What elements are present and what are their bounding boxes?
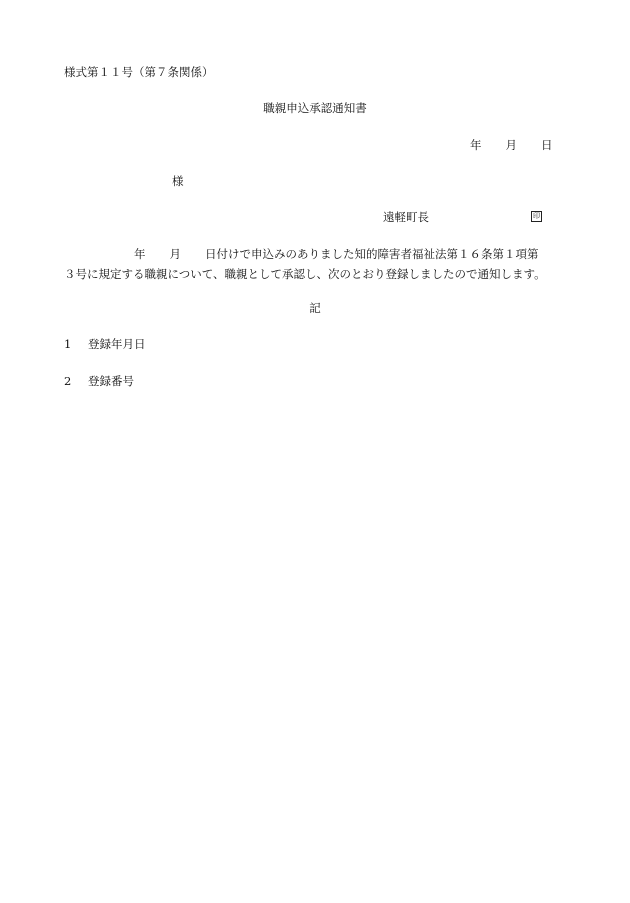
date-month: 月 <box>505 138 517 152</box>
body-line-2: ３号に規定する職親について、職親として承認し、次のとおり登録しましたので通知します。 <box>64 267 546 281</box>
document-title: 職親申込承認通知書 <box>263 101 367 115</box>
issuer-name: 遠軽町長 <box>383 210 429 224</box>
body-year: 年 <box>134 247 146 261</box>
list-item-registration-date <box>64 336 146 352</box>
form-number: 様式第１１号（第７条関係） <box>64 65 214 79</box>
addressee-honorific: 様 <box>172 174 184 188</box>
body-text <box>64 244 574 284</box>
body-line1-rest: 日付けで申込みのありました知的障害者福祉法第１６条第１項第 <box>205 247 539 261</box>
item-number: 2 <box>64 374 72 388</box>
body-month: 月 <box>169 247 181 261</box>
date-year: 年 <box>470 138 482 152</box>
body-line-1 <box>64 244 574 264</box>
item-label: 登録番号 <box>88 374 134 388</box>
date-line <box>470 137 553 153</box>
item-label: 登録年月日 <box>88 337 146 351</box>
seal-mark: 印 <box>533 212 540 220</box>
date-day: 日 <box>541 138 553 152</box>
list-item-registration-number <box>64 373 134 389</box>
item-number: 1 <box>64 337 72 351</box>
note-mark: 記 <box>309 301 321 315</box>
